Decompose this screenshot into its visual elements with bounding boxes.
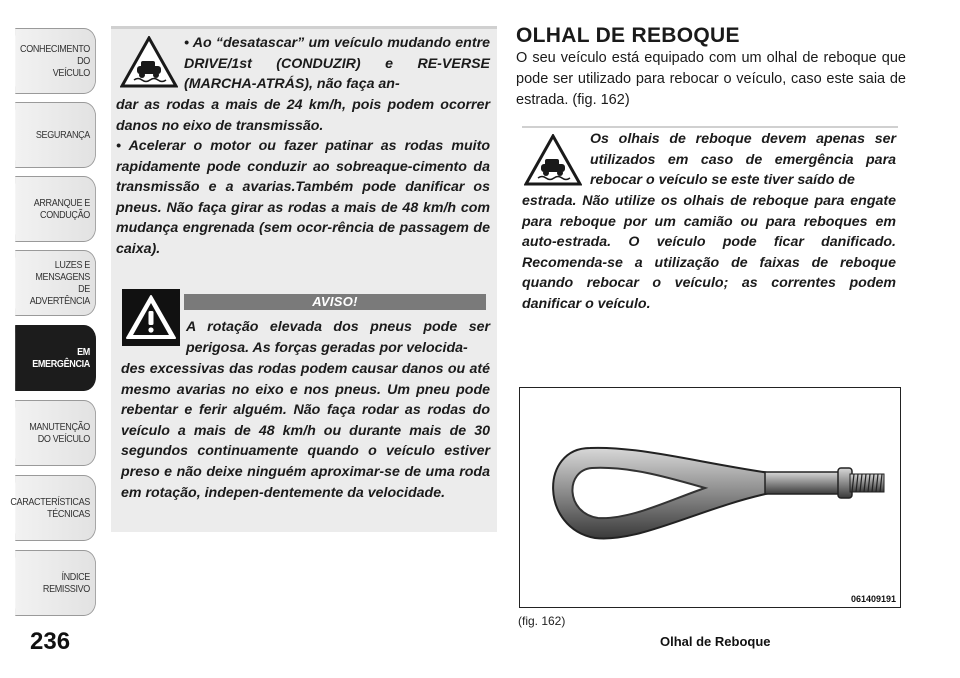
aviso-paragraph-lead: A rotação elevada dos pneus pode ser perigosa. As forças geradas por velocida- [186,319,490,356]
tab-label: CONHECIMENTO DO VEÍCULO [20,43,90,79]
warning-exclamation-icon [125,293,177,341]
tow-eye-illustration [520,388,900,607]
divider [522,126,898,128]
caution-paragraph-lead: Os olhais de reboque devem apenas ser utilizados em caso de emergência para rebocar o veículo se este tiver saído de [590,131,896,189]
tab-luzes-e-mensagens[interactable] [15,250,96,316]
skid-car-warning-icon [524,134,582,186]
caution-paragraph-lead: • Ao “desatascar” um veículo mudando entre DRIVE/1st (CONDUZIR) e RE-VERSE (MARCHA-ATRÁS), não faça an- [184,35,490,93]
figure-code: 061409191 [850,594,896,604]
tab-label: ARRANQUE E CONDUÇÃO [33,197,90,221]
tab-conhecimento-do-veiculo[interactable] [15,28,96,94]
aviso-paragraph-rest: des excessivas das rodas podem causar danos ou até mesmo avarias no eixo e nos pneus. Um pneu pode rebentar e ferir alguém. Não faça rodar as rodas do veículo a mais de 48 km/h ou durante mais de 30 segundos continuamente quando o veículo estiver preso e não deixe ninguém aproximar-se de uma roda em rotação, indepen-dentemente da velocidade. [121,361,490,501]
caution-paragraph: • Acelerar o motor ou fazer patinar as rodas muito rapidamente pode conduzir ao sobreaque-cimento da transmissão e a avarias.Também pode danificar os pneus. Não faça girar as rodas a mais de 48 km/h com mudança engrenada (sem ocor-rência de passagem de caixa). [116,138,490,257]
tab-label: CARACTERÍSTICAS TÉCNICAS [10,496,90,520]
tab-label: EM EMERGÊNCIA [32,346,90,370]
figure-caption: (fig. 162) [518,614,566,628]
caution-paragraph-rest: estrada. Não utilize os olhais de reboque para engate para reboque por um camião ou para reboques em auto-estrada. O veículo pode ficar danificado. Recomenda-se a utilização de faixas de reboque quando rebocar o veículo; as correntes podem danificar o veículo. [522,193,896,312]
caution-paragraph-rest: dar as rodas a mais de 24 km/h, pois podem ocorrer danos no eixo de transmissão. [116,97,490,134]
tab-manutencao-do-veiculo[interactable] [15,400,96,466]
figure-title: Olhal de Reboque [660,634,771,649]
skid-car-warning-icon [120,36,178,88]
figure-frame [519,387,901,608]
tab-indice-remissivo[interactable] [15,550,96,616]
aviso-title-bar: AVISO! [184,294,486,310]
page-number: 236 [30,628,71,655]
tab-label: LUZES E MENSAGENS DE ADVERTÊNCIA [29,259,90,307]
tab-seguranca[interactable] [15,102,96,168]
tab-caracteristicas-tecnicas[interactable] [10,475,96,541]
divider [111,26,497,29]
tab-label: MANUTENÇÃO DO VEÍCULO [29,421,90,445]
tab-arranque-e-conducao[interactable] [15,176,96,242]
tab-em-emergencia[interactable] [15,325,96,391]
section-heading: OLHAL DE REBOQUE [516,24,740,47]
intro-paragraph: O seu veículo está equipado com um olhal de reboque que pode ser utilizado para rebocar o veículo, caso este saia de estrada. (fig. 162) [516,50,906,108]
tab-label: ÍNDICE REMISSIVO [42,571,90,595]
tab-label: SEGURANÇA [35,129,90,141]
